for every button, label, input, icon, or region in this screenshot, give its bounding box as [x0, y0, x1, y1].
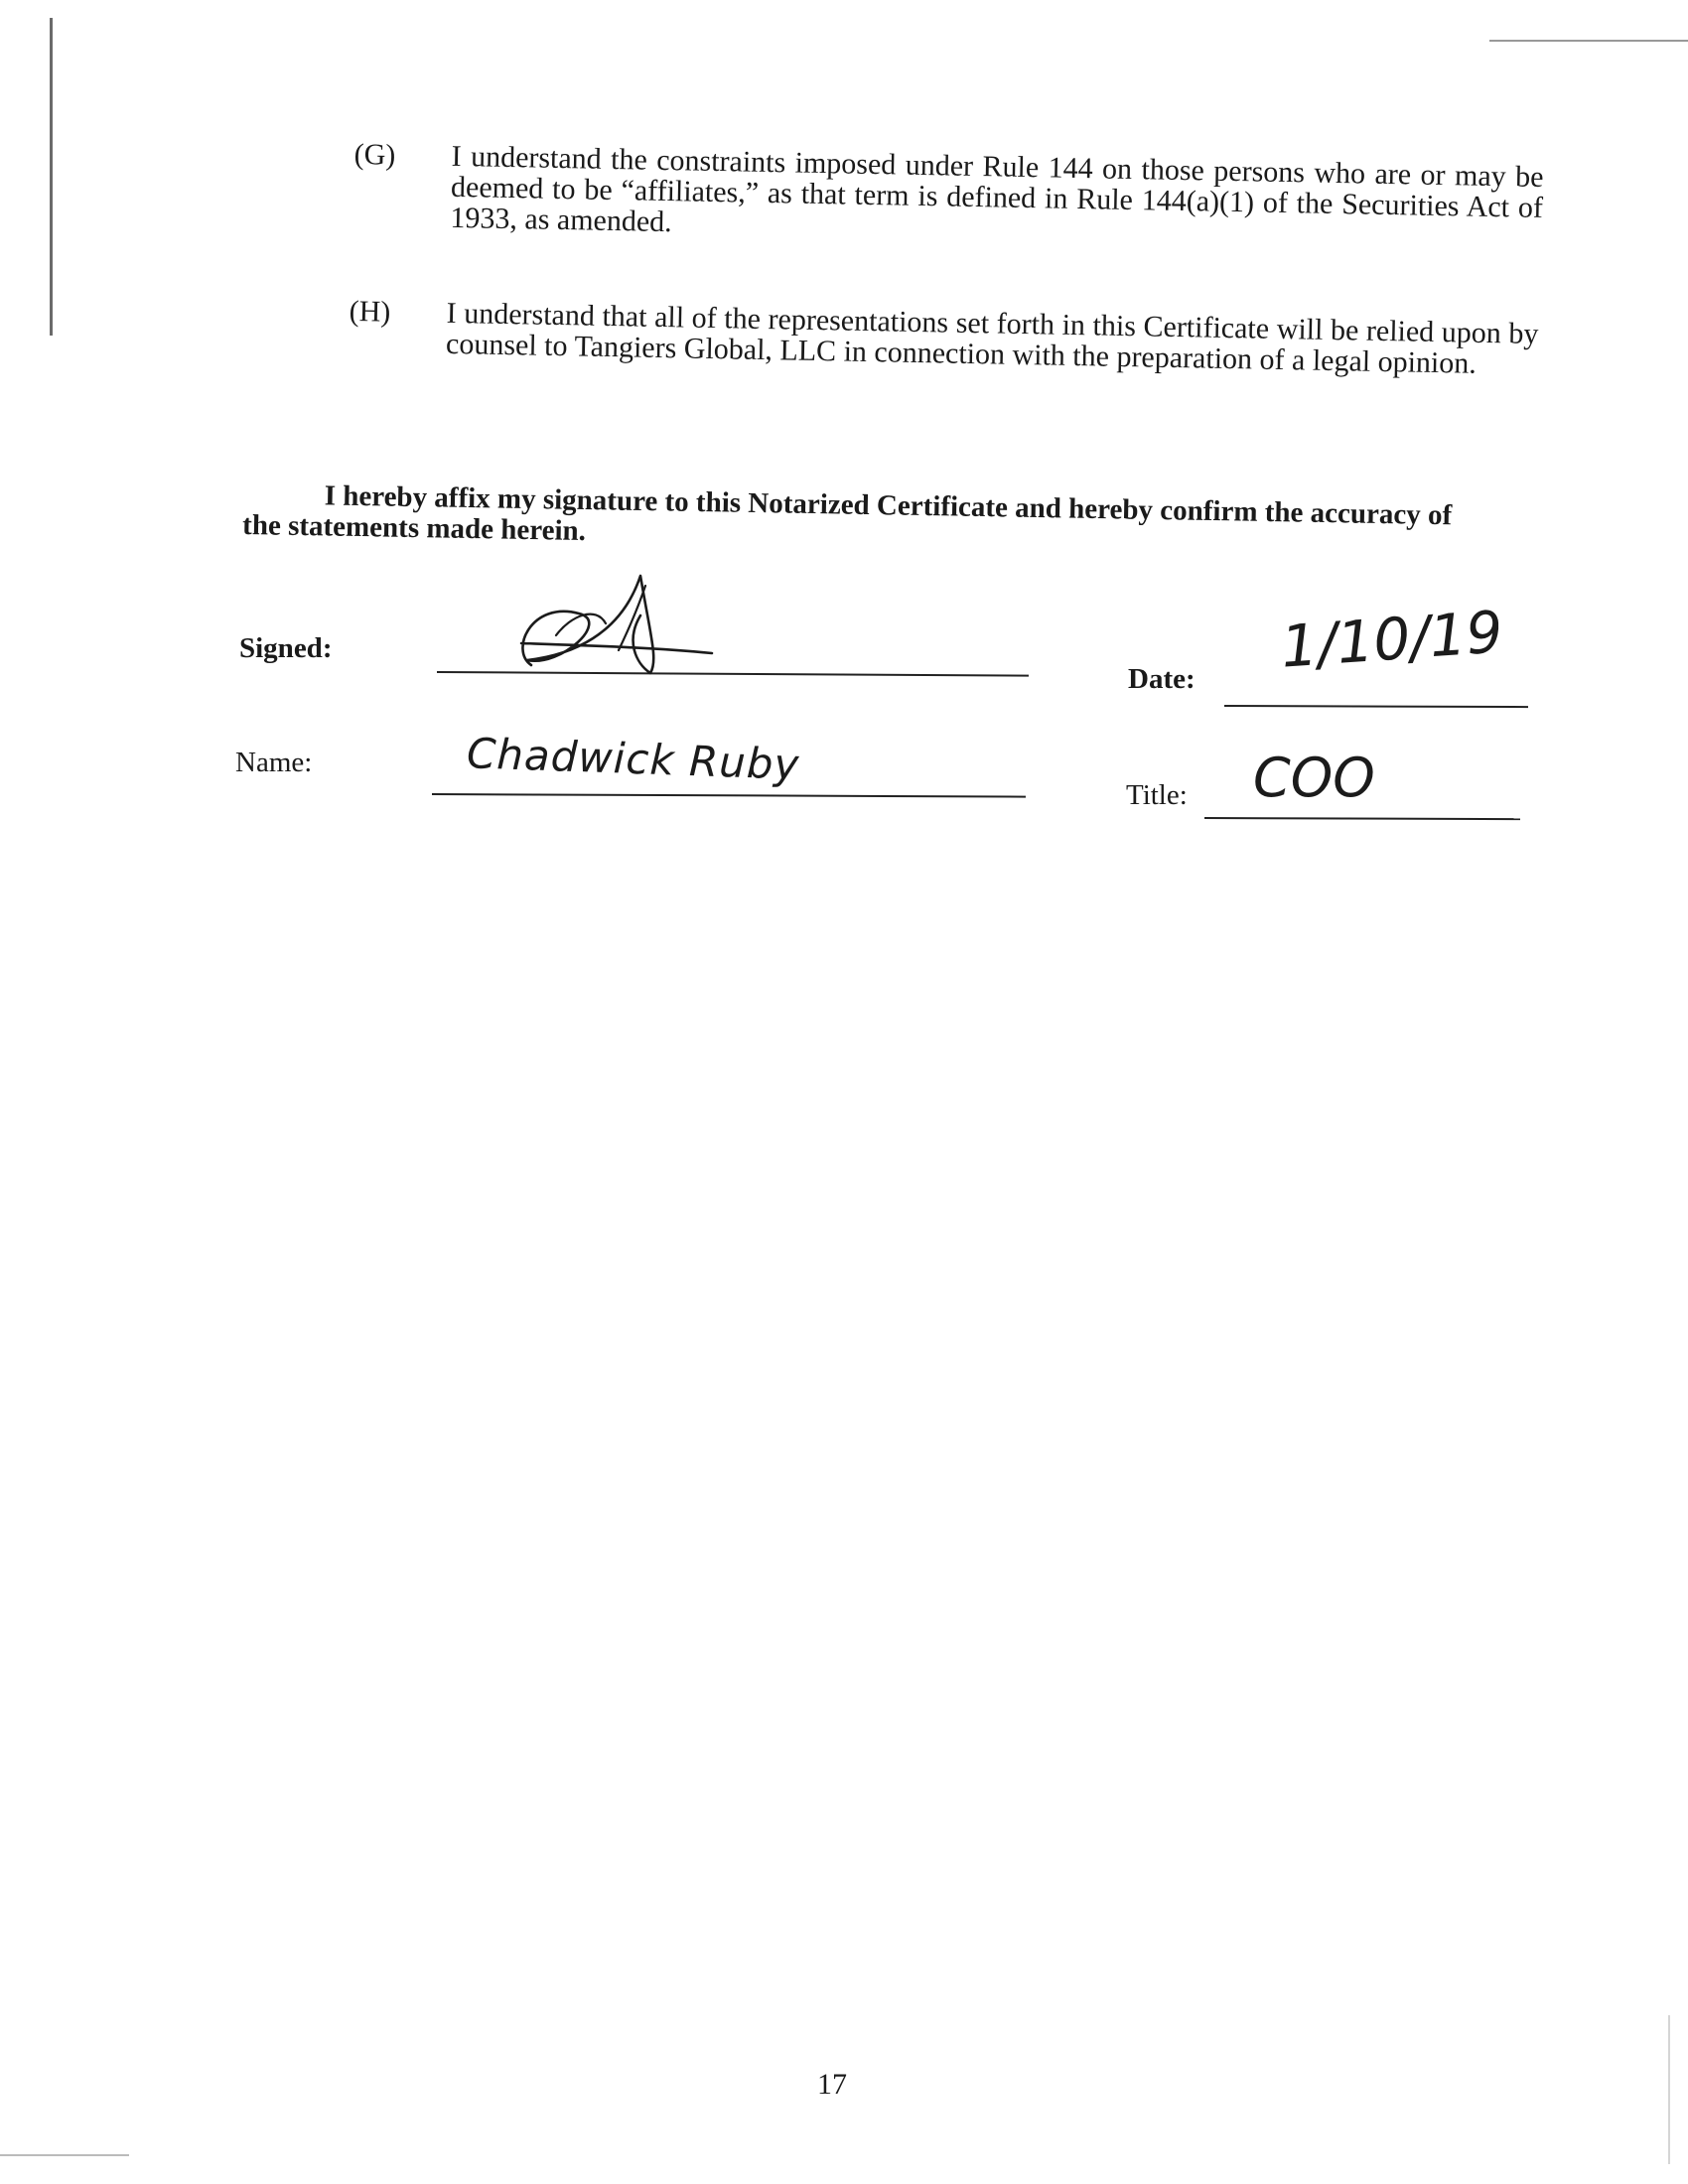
date-label: Date: [1128, 663, 1196, 695]
scan-edge-mark [0, 2154, 129, 2156]
clause-text: I understand the constraints imposed under Rule 144 on those persons who are or may be deemed to be “affiliates,” as that term is defined in Rule 144(a)(1) of the Securities Act of 1933, as amended. [450, 139, 1544, 239]
scan-edge-mark [1668, 2015, 1670, 2164]
signature-mark [501, 556, 720, 690]
page-number: 17 [817, 2068, 847, 2101]
date-value: 1/10/19 [1278, 598, 1505, 681]
name-line [432, 793, 1026, 797]
date-line [1224, 705, 1528, 708]
title-value: COO [1253, 747, 1375, 809]
scan-edge-mark [1489, 40, 1688, 42]
clause-text: I understand that all of the representations set forth in this Certificate will be relied upon by counsel to Tangiers Global, LLC in connection with the preparation of a legal opinion. [445, 296, 1539, 380]
scan-edge-mark [50, 18, 53, 336]
affirmation-statement: I hereby affix my signature to this Notarized Certificate and hereby confirm the accuracy of the statements made herein. [241, 479, 1453, 548]
name-label: Name: [235, 747, 313, 778]
clause-marker: (H) [349, 295, 391, 329]
signed-label: Signed: [239, 632, 333, 664]
title-label: Title: [1126, 779, 1188, 811]
title-line [1204, 817, 1520, 820]
clause-marker: (G) [353, 138, 396, 172]
name-value: Chadwick Ruby [466, 729, 801, 789]
